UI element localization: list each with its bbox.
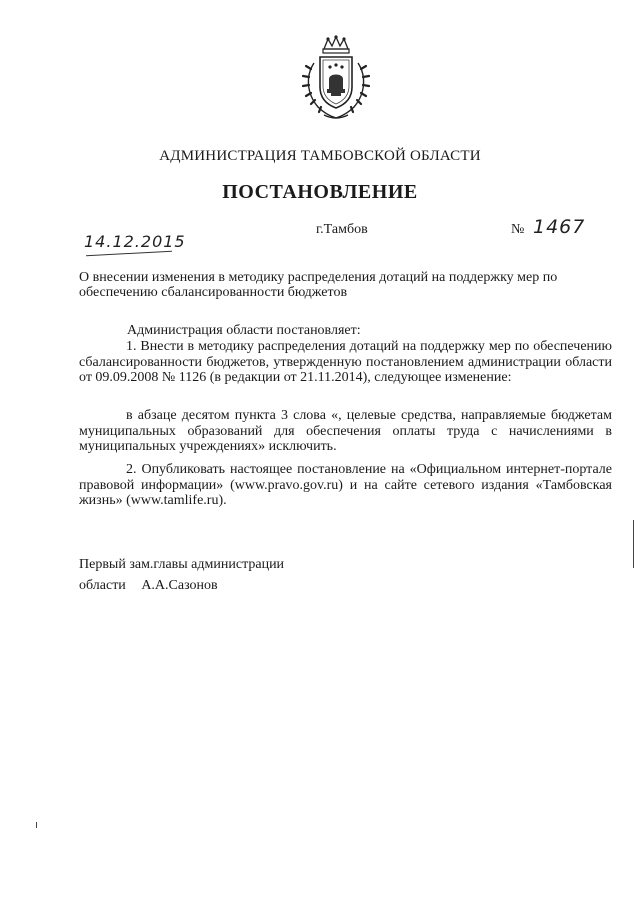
signatory-line xyxy=(79,578,218,594)
document-subject: О внесении изменения в методику распределения дотаций на поддержку мер по обеспечению сбалансированности бюджетов xyxy=(79,270,558,300)
handwritten-number: 1467 xyxy=(533,216,586,238)
signatory-position-cont: области xyxy=(79,578,126,593)
signatory-name: А.А.Сазонов xyxy=(141,578,218,593)
handwritten-date: 14.12.2015 xyxy=(84,232,186,251)
body-intro: Администрация области постановляет: xyxy=(127,323,361,338)
tambov-coat-of-arms-icon xyxy=(300,35,372,121)
number-label: № xyxy=(511,222,525,237)
body-paragraph-1: 1. Внести в методику распределения дотаций на поддержку мер по обеспечению сбалансированности бюджетов, утвержденную постановлением администрации области от 09.09.2008 № 1126 (в редакции от 21.11.2014), следующее изменение: xyxy=(79,339,612,385)
body-paragraph-2: в абзаце десятом пункта 3 слова «, целевые средства, направляемые бюджетам муниципальных образований для обеспечения оплаты труда с начислениями в муниципальных учреждениях» исключить. xyxy=(79,408,612,454)
document-type-title: ПОСТАНОВЛЕНИЕ xyxy=(222,181,418,203)
scan-margin-mark xyxy=(633,520,634,568)
date-underline xyxy=(86,251,172,256)
city-label: г.Тамбов xyxy=(316,222,368,237)
body-paragraph-3: 2. Опубликовать настоящее постановление на «Официальном интернет-портале правовой информации» (www.pravo.gov.ru) и на сайте сетевого издания «Тамбовская жизнь» (www.tamlife.ru). xyxy=(79,462,612,508)
scan-margin-mark xyxy=(36,822,37,828)
signatory-position: Первый зам.главы администрации xyxy=(79,557,285,572)
organization-name: АДМИНИСТРАЦИЯ ТАМБОВСКОЙ ОБЛАСТИ xyxy=(159,148,481,164)
